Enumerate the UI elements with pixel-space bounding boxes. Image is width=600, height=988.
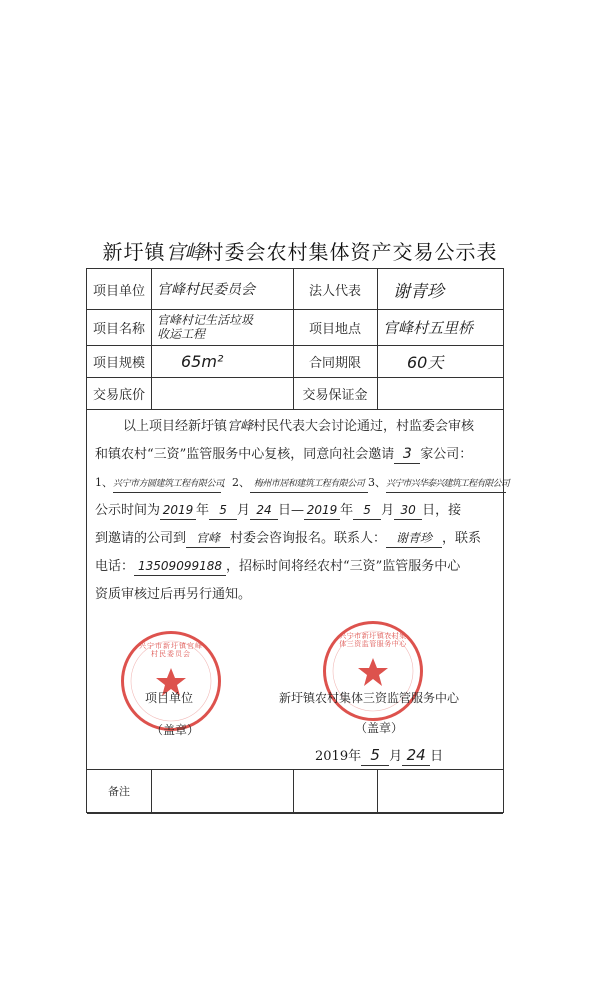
form-title [80,236,520,265]
end-month: 5 [363,503,371,517]
title-suffix: 村委会农村集体资产交易公示表 [203,240,498,264]
reserve-price-value [151,377,293,409]
contract-term-value: 60天 [407,352,444,372]
end-day: 30 [400,503,416,517]
reserve-price-label: 交易底价 [92,387,145,403]
village-seal-text: 兴宁市新圩镇官峰村民委员会 [139,642,203,658]
supervision-center-seal [323,621,423,721]
project-unit-value: 官峰村民委员会 [157,282,255,298]
unit-seal-note: （盖章） [151,723,200,737]
notice-village: 官峰 [227,419,254,434]
start-year: 2019 [162,503,194,517]
remarks-value [151,769,507,813]
legal-rep-label: 法人代表 [308,283,361,299]
row-divider [87,409,503,410]
project-name-line2: 收运工程 [157,327,206,341]
notice-line-4: 公示时间为 2019 年 5 月 24 日— 2019 年 5 月 30 日，接 [95,503,462,518]
notice-line-5: 到邀请的公司到 官峰 村委会咨询报名。联系人： 谢青珍 ，联系 [95,531,482,546]
title-village: 官峰 [165,240,204,264]
center-seal-note: （盖章） [355,721,404,735]
remarks-label: 备注 [108,785,130,798]
company-1: 兴宁市方圆建筑工程有限公司 [113,479,224,489]
sign-date: 2019年 5 月 24 日 [315,746,444,764]
project-name-line1: 官峰村记生活垃圾 [157,313,254,327]
project-location-label: 项目地点 [308,321,361,337]
project-unit-label: 项目单位 [92,283,145,299]
legal-rep-value: 谢青珍 [393,281,444,302]
contact-person: 谢青珍 [396,531,433,545]
project-location-value: 官峰村五里桥 [383,318,474,337]
contact-phone: 13509099188 [138,559,222,573]
notice-line-7: 资质审核过后再另行通知。 [95,587,252,602]
center-seal-text: 兴宁市新圩镇农村集体三资监管服务中心 [339,632,407,648]
project-scale-value: 65m² [181,351,224,371]
unit-sign-label: 项目单位 [145,691,194,705]
notice-line-2: 和镇农村“三资”监管服务中心复核，同意向社会邀请 3 家公司： [95,446,473,462]
start-day: 24 [256,503,272,517]
project-name-value [151,309,293,345]
center-sign-label: 新圩镇农村集体三资监管服务中心 [279,691,460,705]
asset-transaction-form [86,268,510,813]
end-year: 2019 [306,503,338,517]
project-scale-label: 项目规模 [92,355,145,371]
contract-term-label: 合同期限 [308,355,361,371]
notice-line-3: 1、兴宁市方圆建筑工程有限公司、2、 梅州市居和建筑工程有限公司 3、兴宁市兴华泰兴建筑工程有限公司 [95,473,499,493]
project-name-label: 项目名称 [92,321,145,337]
contact-village: 官峰 [196,531,221,545]
village-committee-seal [121,631,221,731]
company-3: 兴宁市兴华泰兴建筑工程有限公司 [386,479,510,489]
sign-day: 24 [406,746,426,764]
notice-line-6: 电话： 13509099188 ，招标时间将经农村“三资”监管服务中心 [95,559,461,574]
deposit-value [377,377,503,409]
title-prefix: 新圩镇 [102,240,166,264]
deposit-label: 交易保证金 [302,387,368,403]
notice-line-1: 以上项目经新圩镇官峰村民代表大会讨论通过，村监委会审核 [123,419,475,434]
start-month: 5 [219,503,227,517]
sign-month: 5 [370,746,380,764]
row-divider [87,813,503,814]
company-2: 梅州市居和建筑工程有限公司 [253,479,365,489]
invite-count: 3 [402,446,412,462]
